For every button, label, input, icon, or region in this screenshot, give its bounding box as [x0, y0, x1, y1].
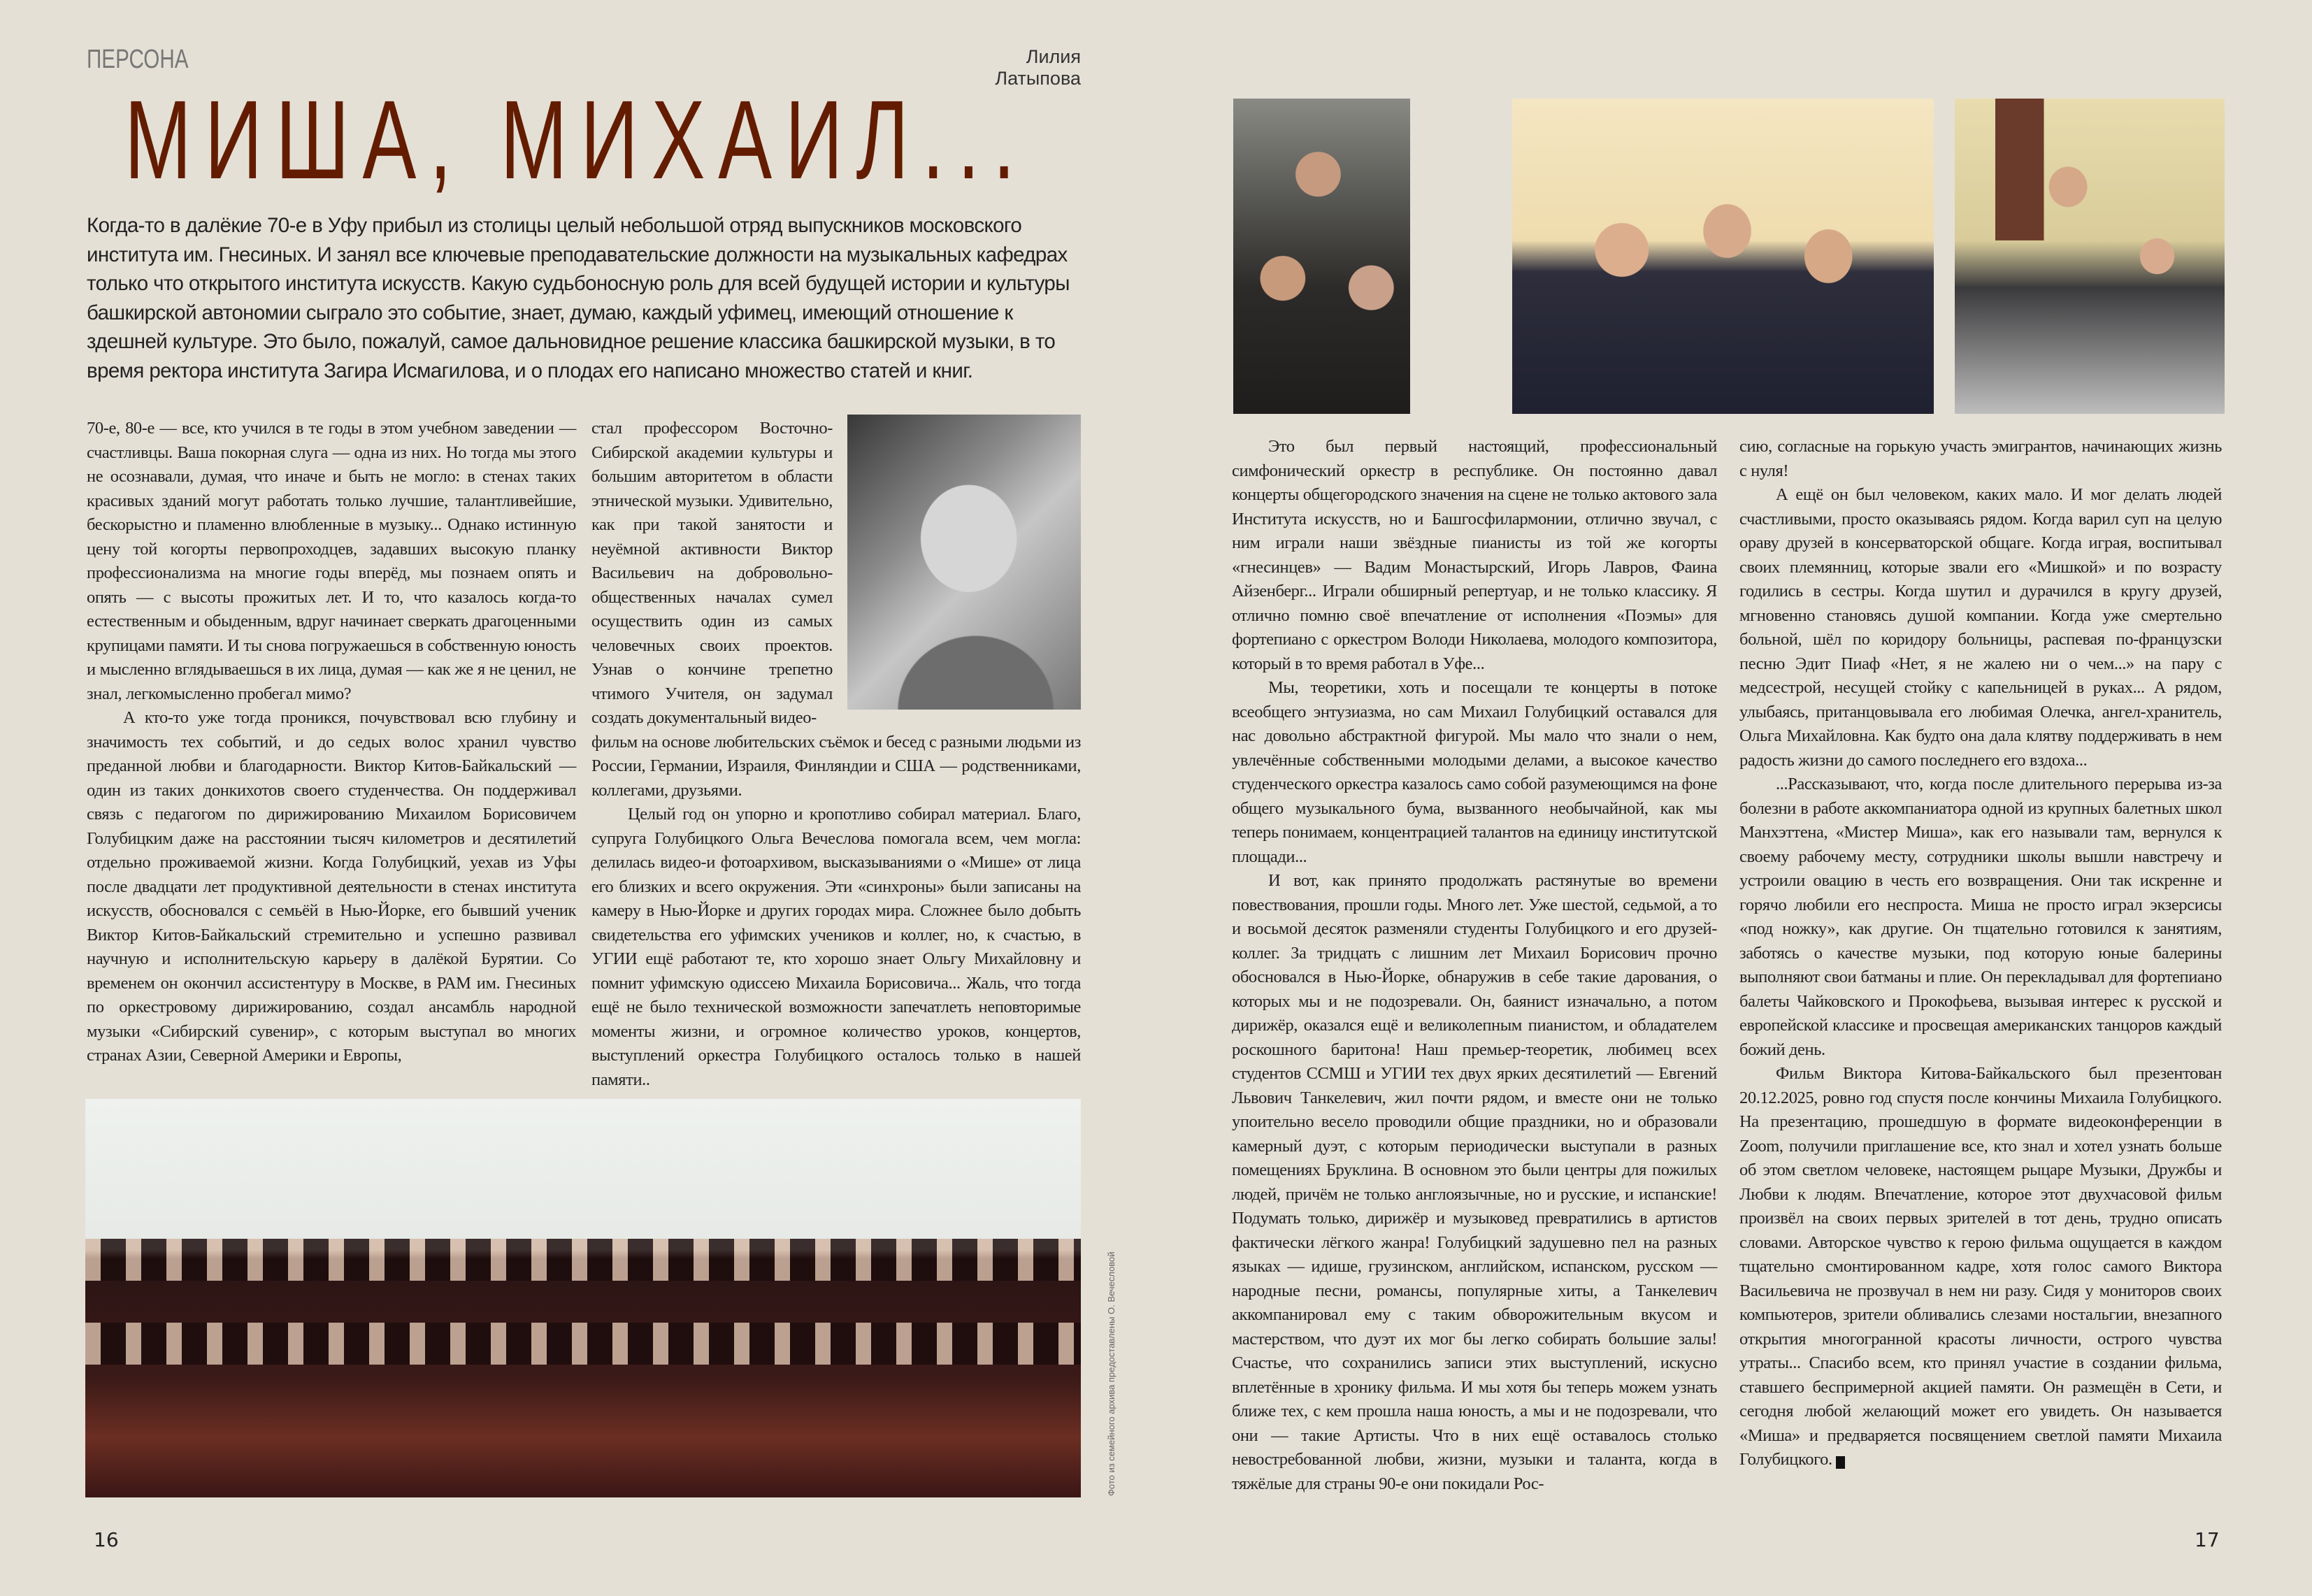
three-men-photo	[1512, 99, 1934, 414]
author-byline: Лилия Латыпова	[995, 46, 1081, 89]
article-title: МИША, МИХАИЛ...	[124, 77, 1028, 202]
family-photo	[1233, 99, 1410, 414]
paragraph: А кто-то уже тогда проникся, почувствовал всю глубину и значимость тех событий, и до седых волос хранил чувство преданной любви и благодарности. Виктор Китов-Байкальский — один из таких донкихотов своего студенчества. Он поддерживал связь с педагогом по дирижированию Михаилом Борисовичем Голубицким даже на расстоянии тысяч километров и десятилетий отдельно проживаемой жизни. Когда Голубицкий, уехав из Уфы после двадцати лет продуктивной деятельности в стенах института искусств, обосновался с семьёй в Нью-Йорке, его бывший ученик Виктор Китов-Байкальский стремительно и успешно развивал научную и исполнительскую карьеру в далёкой Бурятии. Со временем он окончил ассистентуру в Москве, в РАМ им. Гнесиных по оркестровому дирижированию, создал ансамбль народной музыки «Сибирский сувенир», с которым выступал во многих странах Азии, Северной Америки и Европы,	[87, 708, 576, 1065]
photo-credit: Фото из семейного архива предоставлены О. Вечесловой	[1106, 1251, 1116, 1496]
paragraph	[1739, 1062, 2222, 1472]
singer-pianist-photo	[1955, 99, 2225, 414]
orchestra-group-photo	[85, 1099, 1081, 1497]
end-of-article-icon: Р	[1836, 1456, 1845, 1469]
paragraph: 70-е, 80-е — все, кто учился в те годы в этом учебном заведении — счастливцы. Ваша покорная слуга — одна из них. Но тогда мы этого не осознавали, думая, что иначе и быть не могло: в стенах таких красивых зданий могут работать только лучшие, талантливейшие, бескорыстно и пламенно влюбленные в музыку... Однако истинную цену той когорты первопроходцев, задавших высокую планку профессионализма на многие годы вперёд, мы познаем опять и опять — с высоты прожитых лет. И то, что казалось когда-то естественным и обыденным, вдруг начинает сверкать драгоценными крупицами памяти. И ты снова погружаешься в собственную юность и мысленно вглядываешься в их лица, думая — как же я не ценил, не знал, легкомысленно пробегал мимо?	[87, 419, 576, 703]
paragraph: фильм на основе любительских съёмок и бесед с разными людьми из России, Германии, Израиля, Финляндии и США — родственниками, коллегами, друзьями.	[591, 732, 1081, 800]
paragraph: сию, согласные на горькую участь эмигрантов, начинающих жизнь с нуля!	[1739, 437, 2222, 480]
paragraph: Целый год он упорно и кропотливо собирал материал. Благо, супруга Голубицкого Ольга Вечеслова помогала всем, чем могла: делилась видео-и фотоархивом, высказываниями о «Мише» от лица его близких и всего окружения. Эти «синхроны» были записаны на камеру в Нью-Йорке и других городах мира. Сложнее было добыть свидетельства его уфимских учеников и коллег, но, к счастью, в УГИИ ещё работают те, кто хорошо знает Ольгу Михайловну и помнит уфимскую одиссею Михаила Борисовича... Жаль, что тогда ещё не было технической возможности запечатлеть неповторимые моменты жизни, и огромное количество уроков, концертов, выступлений оркестра Голубицкого осталось только в нашей памяти..	[591, 805, 1081, 1089]
text-column-3	[1232, 435, 1717, 1496]
page-number-right: 17	[2195, 1528, 2220, 1551]
section-label: ПЕРСОНА	[87, 45, 189, 74]
paragraph: Это был первый настоящий, профессиональный симфонический оркестр в республике. Он постоянно давал концерты общегородского значения на сцене не только актового зала Института искусств, но и Башгосфилармонии, отлично звучал, с ним играли наши звёздные пианисты из той же когорты «гнесинцев» — Вадим Монастырский, Игорь Лавров, Фаина Айзенберг... Играли обширный репертуар, и не только классику. Я отлично помню своё впечатление от исполнения «Поэмы» для фортепиано с оркестром Володи Николаева, молодого композитора, который в то время работал в Уфе...	[1232, 437, 1717, 673]
page-number-left: 16	[94, 1528, 119, 1551]
lead-paragraph: Когда-то в далёкие 70-е в Уфу прибыл из столицы целый небольшой отряд выпускников московского института им. Гнесиных. И занял все ключевые преподавательские должности на музыкальных кафедрах только что открытого института искусств. Какую судьбоносную роль для всей будущей истории и культуры башкирской автономии сыграло это событие, знает, думаю, каждый уфимец, имеющий отношение к здешней культуре. Это было, пожалуй, самое дальновидное решение классика башкирской музыки, в то время ректора института Загира Исмагилова, и о плодах его написано множество статей и книг.	[87, 214, 1070, 382]
text-column-4	[1739, 435, 2222, 1472]
paragraph: стал профессором Восточно-Сибирской академии культуры и большим авторитетом в области этнической музыки. Удивительно, как при такой занятости и неуёмной активности Виктор Васильевич на добровольно-общественных началах сумел осуществить один из самых человечных своих проектов. Узнав о кончине трепетно чтимого Учителя, он задумал создать документальный видео-	[591, 419, 833, 727]
orchestra-front-row	[85, 1323, 1081, 1365]
paragraph: Мы, теоретики, хоть и посещали те концерты в потоке всеобщего энтузиазма, но сам Михаил Голубицкий оставался для нас довольно абстрактной фигурой. Мы мало что знали о нем, увлечённые собственными молодыми делами, а высокое качество студенческого оркестра казалось само собой разумеющимся на фоне общего музыкального бума, вызванного необычайной, как мы теперь понимаем, концентрацией талантов на единицу институтской площади...	[1232, 678, 1717, 866]
paragraph: А ещё он был человеком, каких мало. И мог делать людей счастливыми, просто оказываясь рядом. Когда варил суп на целую ораву друзей в консерваторской общаге. Когда играя, воспитывал своих племянниц, которые звали его «Мишкой» и по возрасту годились в сестры. Когда шутил и дурачился в кругу друзей, мгновенно становясь душой компании. Когда уже смертельно больной, шёл по коридору больницы, распевая по-французски песню Эдит Пиаф «Нет, я не жалею ни о чем...» на пару с медсестрой, несущей стойку с капельницей в руках... А рядом, улыбаясь, пританцовывала его любимая Олечка, ангел-хранитель, Ольга Михайловна. Как будто она дала клятву поддерживать в нем радость жизни до самого последнего его вздоха...	[1739, 485, 2222, 770]
orchestra-back-row	[85, 1239, 1081, 1281]
final-paragraph-text: Фильм Виктора Китова-Байкальского был презентован 20.12.2025, ровно год спустя после кончины Михаила Голубицкого. На презентацию, прошедшую в формате видеоконференции в Zoom, получили приглашение все, кто знал и хотел узнать больше об этом светлом человеке, настоящем рыцаре Музыки, Дружбы и Любви к людям. Впечатление, которое этот двухчасовой фильм произвёл на своих первых зрителей в тот день, трудно описать словами. Авторское чувство к герою фильма ощущается в каждом тщательно смонтированном кадре, хотя голос самого Виктора Васильевича не прозвучал в нем ни разу. Сидя у мониторов своих компьютеров, зрители обливались слезами ностальгии, внезапного открытия многогранной красоты личности, острого чувства утраты... Спасибо всем, кто принял участие в создании фильма, ставшего беспримерной акцией памяти. Он размещён в Сети, и сегодня любой желающий может его увидеть. Он называется «Миша» и предваряется посвящением светлой памяти Михаила Голубицкого.	[1739, 1064, 2222, 1469]
portrait-photo	[847, 415, 1081, 710]
paragraph: ...Рассказывают, что, когда после длительного перерыва из-за болезни в работе аккомпаниатора одной из крупных балетных школ Манхэттена, «Мистер Миша», как его называли там, вернулся к своему рабочему месту, сотрудники школы вышли навстречу и устроили овацию в честь его возвращения. Они так искренне и горячо любили его неспроста. Миша не просто играл экзерсисы «под ножку», как другие. Он тщательно готовился к занятиям, заботясь о качестве музыки, под которую юные балерины выполняют свои батманы и плие. Он перекладывал для фортепиано балеты Чайковского и Прокофьева, вызывая интерес к русской и европейской классике и просвещая американских танцоров каждый божий день.	[1739, 775, 2222, 1059]
text-column-1	[87, 417, 576, 1068]
paragraph: И вот, как принято продолжать растянутые во времени повествования, прошли годы. Много лет. Уже шестой, седьмой, а то и восьмой десяток разменяли студенты Голубицкого и его друзей-коллег. За тридцать с лишним лет Михаил Борисович прочно обосновался в Нью-Йорке, обнаружив в себе такие дарования, о которых мы и не подозревали. Он, баянист изначально, а потом дирижёр, оказался ещё и великолепным пианистом, и обладателем роскошного баритона! Наш премьер-теоретик, любимец всех студентов ССМШ и УГИИ тех двух ярких десятилетий — Евгений Львович Танкелевич, жил почти рядом, и вместе они не только упоительно весело проводили общие праздники, но и образовали камерный дуэт, с которым периодически выступали в разных помещениях Бруклина. В основном это были центры для пожилых людей, причём не только англоязычные, но и русские, и испанские! Подумать только, дирижёр и музыковед превратились в артистов фактически лёгкого жанра! Голубицкий задушевно пел на разных языках — идише, грузинском, английском, испанском, русском — народные песни, романсы, популярные хиты, а Танкелевич аккомпанировал ему с таким обворожительным вкусом и мастерством, что дуэт их мог бы легко собирать большие залы! Счастье, что сохранились записи этих выступлений, искусно вплетённые в хронику фильма. И мы хотя бы теперь можем узнать ближе тех, с кем прошла наша юность, а мы и не подозревали, что они — такие Артисты. Что в них ещё оставалось столько невостребованной любви, жизни, музыки и таланта, когда в тяжёлые для страны 90-е они покидали Рос-	[1232, 871, 1717, 1493]
